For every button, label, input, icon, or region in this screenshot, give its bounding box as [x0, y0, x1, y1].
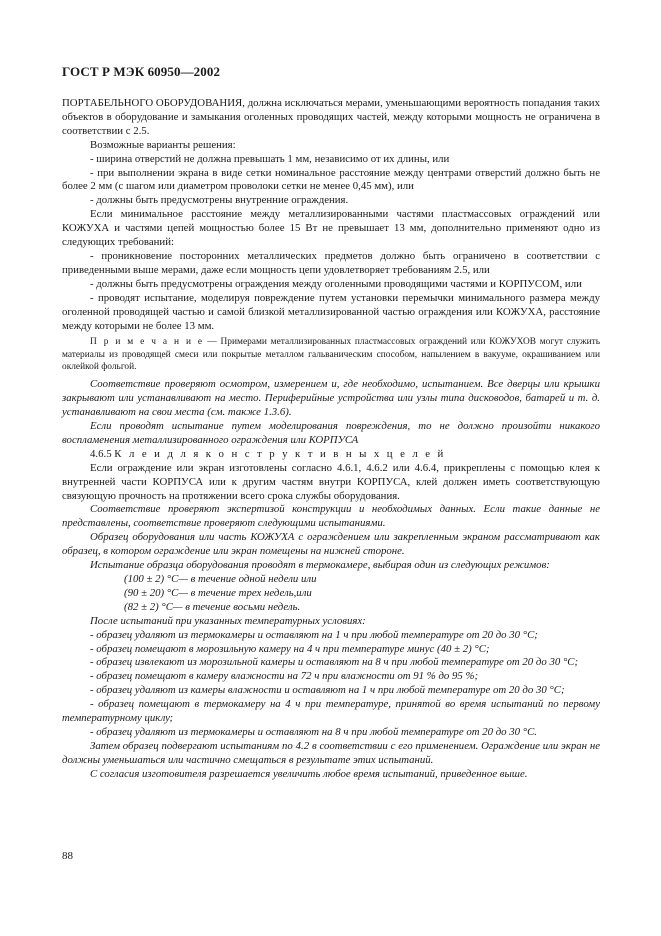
test-mode: (100 ± 2) °С— в течение одной недели или [124, 572, 317, 585]
list-item: - образец помещают в термокамеру на 4 ч при температуре, принятой во время испытаний по первому температурному циклу; [62, 698, 600, 725]
list-item: - образец извлекают из морозильной камеры и оставляют на 8 ч при любой температуре от 20 до 30 °С; [90, 656, 579, 669]
list-item: - должны быть предусмотрены внутренние ограждения. [90, 194, 349, 207]
list-item: - проникновение посторонних металлических предметов должно быть ограничено в соответствии с приведенными выше мерами, даже если мощность цепи удовлетворяет требованиям 2.5, или [62, 249, 600, 276]
list-item: - образец помещают в морозильную камеру на 4 ч при температуре минус (40 ± 2) °С; [90, 642, 490, 655]
note-text: — Примерами металлизированных пластмассовых ограждений или КОЖУХОВ могут служить материалы из проводящей смеси или покрытые металлом гальваническим способом, напылением в вакууме, окрашиванием или оклейкой фольгой. [62, 337, 600, 372]
list-item: - должны быть предусмотрены ограждения между оголенными проводящими частями и КОРПУСОМ, или [90, 277, 582, 290]
list-item: - образец удаляют из камеры влажности и оставляют на 1 ч при любой температуре от 20 до 30 °С; [90, 684, 565, 697]
test-mode: (90 ± 20) °С— в течение трех недель,или [124, 586, 312, 599]
note [62, 336, 600, 373]
test-paragraph: Соответствие проверяют экспертизой конструкции и необходимых данных. Если такие данные не представлены, соответствие проверяют следующими испытаниями. [62, 503, 600, 530]
closing-paragraph: С согласия изготовителя разрешается увеличить любое время испытаний, приведенное выше. [90, 767, 528, 780]
test-paragraph: Испытание образца оборудования проводят в термокамере, выбирая один из следующих режимов: [90, 559, 550, 572]
list-item: - проводят испытание, моделируя повреждение путем установки перемычки минимального размера между оголенной проводящей частью и самой близкой металлизированной частью ограждения или КОЖУХА, расстояние между которыми не более 13 мм. [62, 291, 600, 332]
page-number: 88 [62, 850, 73, 862]
paragraph: Если ограждение или экран изготовлены согласно 4.6.1, 4.6.2 или 4.6.4, прикреплены с помощью клея к внутренней части КОРПУСА или к другим частям внутри КОРПУСА, клей должен иметь соответствующую связующую прочность на протяжении всего срока службы оборудования. [62, 461, 600, 502]
section-title: К л е и д л я к о н с т р у к т и в н ы х ц е л е й [114, 447, 446, 460]
paragraph: Если минимальное расстояние между металлизированными частями пластмассовых ограждений или КОЖУХА и частями цепей мощностью более 15 Вт не превышает 13 мм, дополнительно применяют одно из следующих требований: [62, 208, 600, 249]
test-paragraph: После испытаний при указанных температурных условиях: [90, 614, 366, 627]
list-item: - ширина отверстий не должна превышать 1 мм, независимо от их длины, или [90, 152, 450, 165]
note-label: П р и м е ч а н и е [90, 337, 204, 348]
paragraph: Возможные варианты решения: [90, 138, 236, 151]
closing-paragraph: Затем образец подвергают испытаниям по 4.2 в соответствии с его применением. Ограждение или экран не должны уменьшаться или частично смещаться в результате этих испытаний. [62, 739, 600, 766]
section-number: 4.6.5 [90, 447, 112, 460]
list-item: - образец удаляют из термокамеры и оставляют на 1 ч при любой температуре от 20 до 30 °С; [90, 628, 538, 641]
document-header: ГОСТ Р МЭК 60950—2002 [62, 64, 221, 79]
list-item: - образец удаляют из термокамеры и оставляют на 8 ч при любой температуре от 20 до 30 °С. [90, 725, 537, 738]
document-body [62, 97, 600, 782]
test-mode: (82 ± 2) °С— в течение восьми недель. [124, 600, 301, 613]
compliance-paragraph: Если проводят испытание путем моделирования повреждения, то не должно произойти никакого воспламенения металлизированного ограждения или КОРПУСА [62, 420, 600, 446]
section-heading [62, 448, 600, 462]
compliance-paragraph: Соответствие проверяют осмотром, измерением и, где необходимо, испытанием. Все дверцы или крышки закрывают или устанавливают на место. Периферийные устройства или узлы типа дисководов, батарей и т. д. устанавливают на свои места (см. также 1.3.6). [62, 378, 600, 419]
list-item: - при выполнении экрана в виде сетки номинальное расстояние между центрами отверстий должно быть не более 2 мм (с шагом или диаметром проволоки сетки не менее 0,45 мм), или [62, 166, 600, 193]
paragraph: ПОРТАБЕЛЬНОГО ОБОРУДОВАНИЯ, должна исключаться мерами, уменьшающими вероятность попадания таких объектов в оборудование и замыкания оголенных проводящих частей, между которыми мощность не ограничена в соответствии с 2.5. [62, 97, 600, 137]
test-paragraph: Образец оборудования или часть КОЖУХА с ограждением или закрепленным экраном рассматривают как образец, в котором ограждение или экран помещены на нижней стороне. [62, 531, 600, 558]
list-item: - образец помещают в камеру влажности на 72 ч при влажности от 91 % до 95 %; [90, 670, 479, 683]
